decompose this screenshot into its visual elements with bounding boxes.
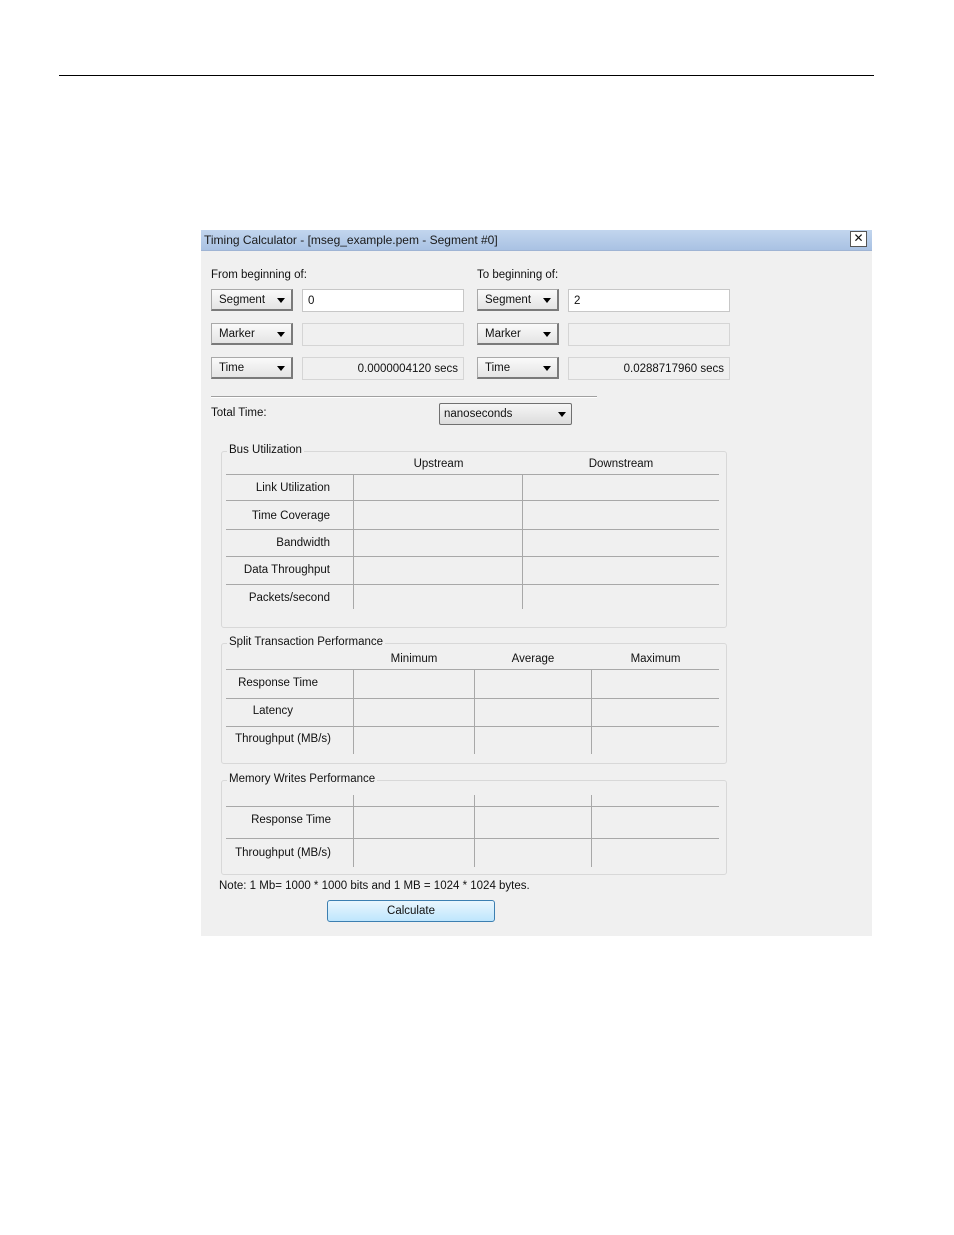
bus-row-label: Data Throughput — [243, 564, 330, 576]
bus-header-line — [226, 474, 719, 475]
bus-col-downstream: Downstream — [588, 458, 654, 470]
bus-col-line — [353, 475, 354, 609]
split-row-label: Response Time — [238, 677, 318, 689]
separator — [211, 396, 597, 398]
total-time-label: Total Time: — [211, 407, 267, 419]
split-header-line — [226, 669, 719, 670]
split-transaction-title: Split Transaction Performance — [229, 636, 384, 648]
bus-row-label: Link Utilization — [255, 482, 330, 494]
title-bar[interactable] — [201, 230, 872, 251]
to-label: To beginning of: — [477, 269, 559, 281]
memory-col-line — [591, 795, 592, 867]
from-segment-combo-label: Segment — [219, 294, 266, 306]
split-row-label: Throughput (MB/s) — [235, 733, 331, 745]
to-segment-input[interactable] — [568, 289, 730, 312]
chevron-down-icon — [558, 412, 566, 417]
timing-calculator-dialog — [201, 230, 872, 936]
split-col-minimum: Minimum — [390, 653, 438, 665]
memory-writes-title: Memory Writes Performance — [229, 773, 376, 785]
bus-utilization-title: Bus Utilization — [229, 444, 302, 456]
split-row-line — [226, 698, 719, 699]
memory-row-line — [226, 838, 719, 839]
calculate-button[interactable]: Calculate — [327, 900, 495, 922]
split-col-maximum: Maximum — [630, 653, 681, 665]
units-note: Note: 1 Mb= 1000 * 1000 bits and 1 MB = 1024 * 1024 bytes. — [219, 880, 530, 892]
split-row-label: Latency — [252, 705, 293, 717]
page-header-rule — [59, 75, 874, 76]
chevron-down-icon — [543, 366, 551, 371]
bus-row-line — [226, 500, 719, 501]
to-marker-combo-label: Marker — [485, 328, 521, 340]
chevron-down-icon — [277, 332, 285, 337]
split-col-line — [591, 670, 592, 754]
bus-col-upstream: Upstream — [413, 458, 464, 470]
to-marker-input — [568, 323, 730, 346]
memory-row-label: Throughput (MB/s) — [235, 847, 331, 859]
bus-row-label: Time Coverage — [251, 510, 330, 522]
from-label: From beginning of: — [211, 269, 307, 281]
chevron-down-icon — [543, 298, 551, 303]
to-time-value — [568, 357, 730, 380]
split-col-line — [474, 670, 475, 754]
window-title: Timing Calculator - [mseg_example.pem - Segment #0] — [204, 233, 498, 247]
total-time-unit-value: nanoseconds — [444, 408, 513, 420]
from-time-combo[interactable] — [211, 357, 293, 379]
to-marker-combo[interactable] — [477, 323, 559, 345]
split-col-line — [353, 670, 354, 754]
bus-row-label: Bandwidth — [276, 537, 330, 549]
chevron-down-icon — [543, 332, 551, 337]
from-time-combo-label: Time — [219, 362, 245, 374]
bus-row-label: Packets/second — [248, 592, 330, 604]
memory-col-line — [474, 795, 475, 867]
memory-col-line — [353, 795, 354, 867]
from-time-value — [302, 357, 464, 380]
split-col-average: Average — [511, 653, 555, 665]
split-row-line — [226, 726, 719, 727]
to-segment-combo-label: Segment — [485, 294, 532, 306]
to-segment-combo[interactable] — [477, 289, 559, 311]
bus-row-line — [226, 529, 719, 530]
bus-col-line — [522, 475, 523, 609]
total-time-unit-select[interactable] — [439, 403, 572, 425]
from-marker-combo-label: Marker — [219, 328, 255, 340]
to-time-combo[interactable] — [477, 357, 559, 379]
from-marker-input — [302, 323, 464, 346]
bus-row-line — [226, 556, 719, 557]
to-time-combo-label: Time — [485, 362, 511, 374]
chevron-down-icon — [277, 366, 285, 371]
from-marker-combo[interactable] — [211, 323, 293, 345]
close-icon[interactable]: ✕ — [850, 231, 867, 247]
from-segment-input[interactable] — [302, 289, 464, 312]
memory-header-line — [226, 806, 719, 807]
chevron-down-icon — [277, 298, 285, 303]
memory-row-label: Response Time — [251, 814, 331, 826]
from-segment-combo[interactable] — [211, 289, 293, 311]
bus-row-line — [226, 584, 719, 585]
